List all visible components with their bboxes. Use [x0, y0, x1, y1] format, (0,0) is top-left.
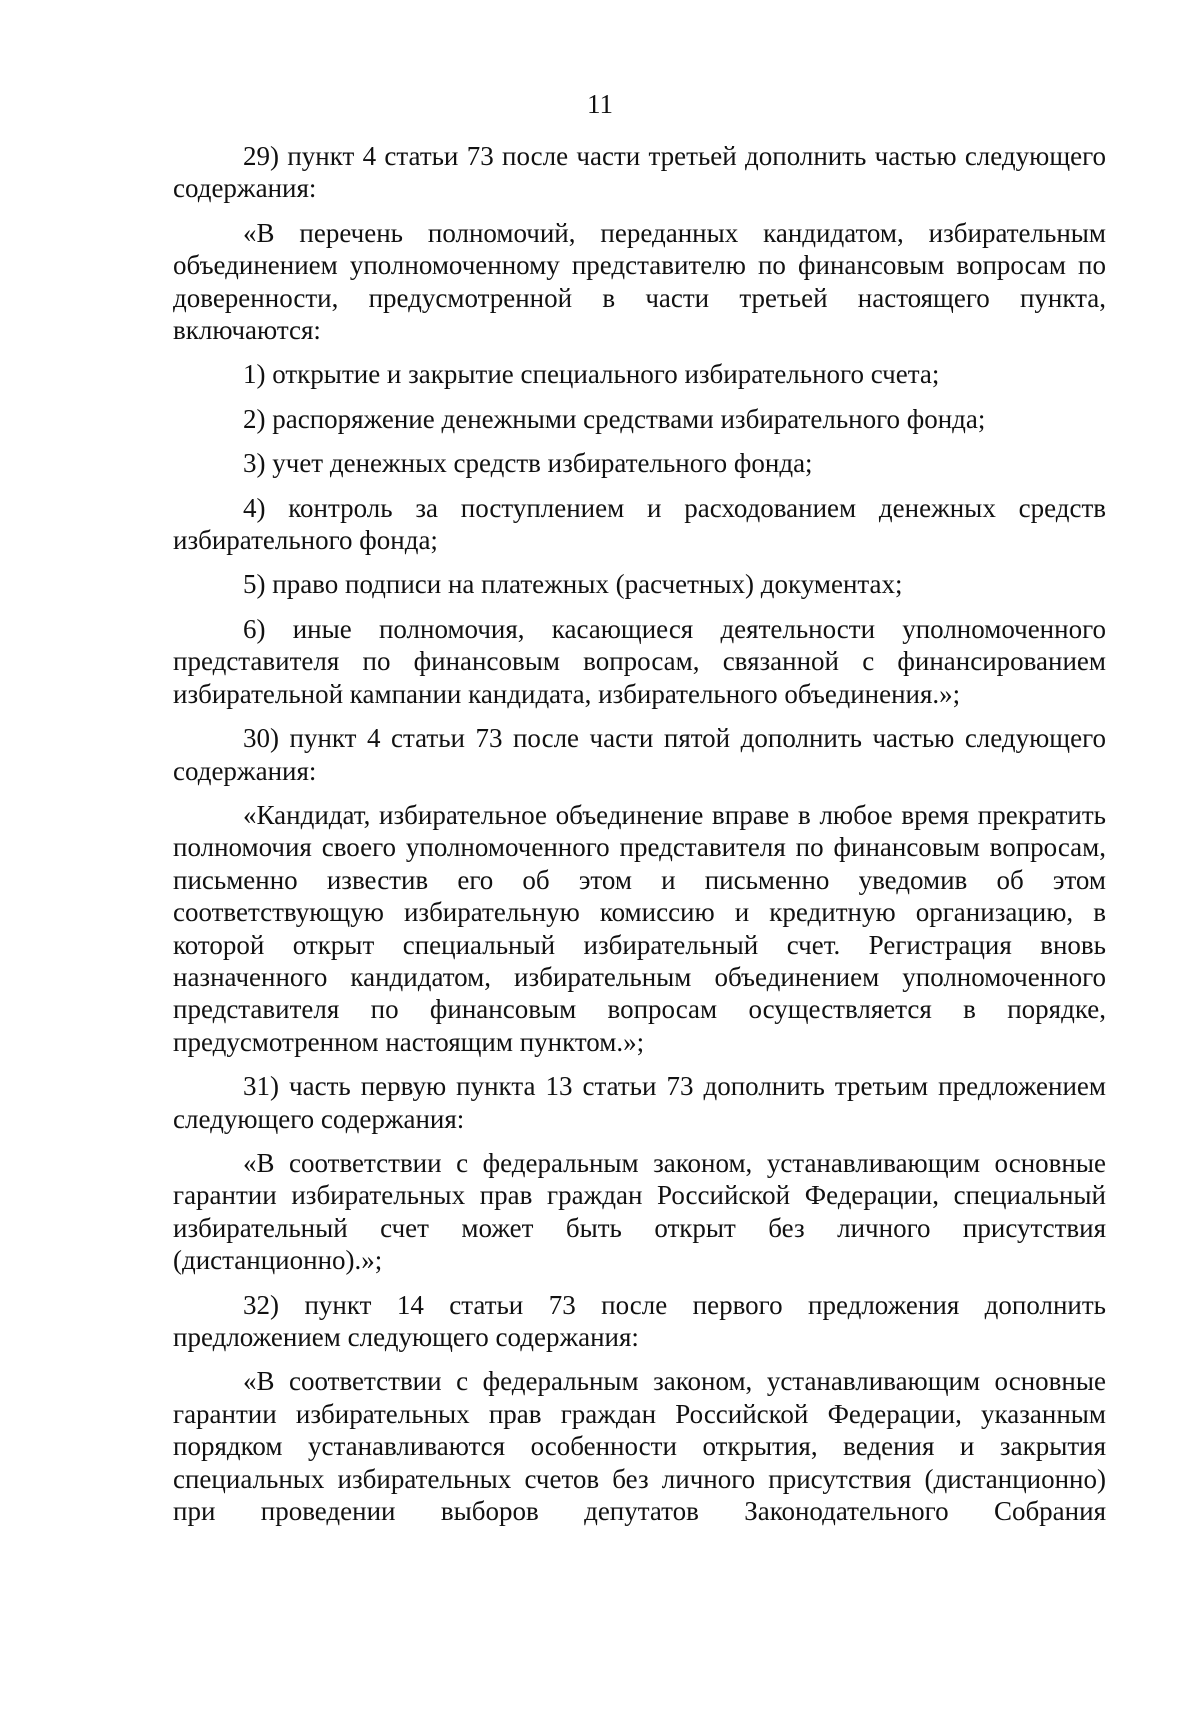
list-item-5: 5) право подписи на платежных (расчетных) документах; [243, 569, 903, 600]
page-number: 11 [587, 89, 613, 119]
paragraph-31: 31) часть первую пункта 13 статьи 73 дополнить третьим предложением следующего содержания: [173, 1071, 1106, 1134]
list-item-6: 6) иные полномочия, касающиеся деятельности уполномоченного представителя по финансовым вопросам, связанной с финансированием избирательной кампании кандидата, избирательного объединения.»; [173, 613, 1106, 709]
list-item-3: 3) учет денежных средств избирательного фонда; [243, 448, 813, 479]
paragraph-29: 29) пункт 4 статьи 73 после части третьей дополнить частью следующего содержания: [173, 141, 1106, 204]
list-item-1: 1) открытие и закрытие специального избирательного счета; [243, 359, 940, 390]
list-item-2: 2) распоряжение денежными средствами избирательного фонда; [243, 403, 986, 434]
paragraph-32-quote: «В соответствии с федеральным законом, устанавливающим основные гарантии избирательных прав граждан Российской Федерации, указанным порядком устанавливаются особенности открытия, ведения и закрытия специальных избирательных счетов без личного присутствия (дистанционно) при проведении выборов депутатов Законодательного Собрания [173, 1366, 1106, 1527]
paragraph-30: 30) пункт 4 статьи 73 после части пятой дополнить частью следующего содержания: [173, 723, 1106, 786]
list-item-4: 4) контроль за поступлением и расходованием денежных средств избирательного фонда; [173, 492, 1106, 556]
paragraph-30-quote: «Кандидат, избирательное объединение вправе в любое время прекратить полномочия своего уполномоченного представителя по финансовым вопросам, письменно известив его об этом и письменно уведомив об этом соответствующую избирательную комиссию и кредитную организацию, в которой открыт специальный избирательный счет. Регистрация вновь назначенного кандидатом, избирательным объединением уполномоченного представителя по финансовым вопросам осуществляется в порядке, предусмотренном настоящим пунктом.»; [173, 799, 1106, 1057]
paragraph-32: 32) пункт 14 статьи 73 после первого предложения дополнить предложением следующего содержания: [173, 1289, 1106, 1352]
document-body [173, 140, 1106, 1539]
paragraph-29-quote: «В перечень полномочий, переданных кандидатом, избирательным объединением уполномоченному представителю по финансовым вопросам по доверенности, предусмотренной в части третьей настоящего пункта, включаются: [173, 217, 1106, 346]
paragraph-31-quote: «В соответствии с федеральным законом, устанавливающим основные гарантии избирательных прав граждан Российской Федерации, специальный избирательный счет может быть открыт без личного присутствия (дистанционно).»; [173, 1147, 1106, 1276]
